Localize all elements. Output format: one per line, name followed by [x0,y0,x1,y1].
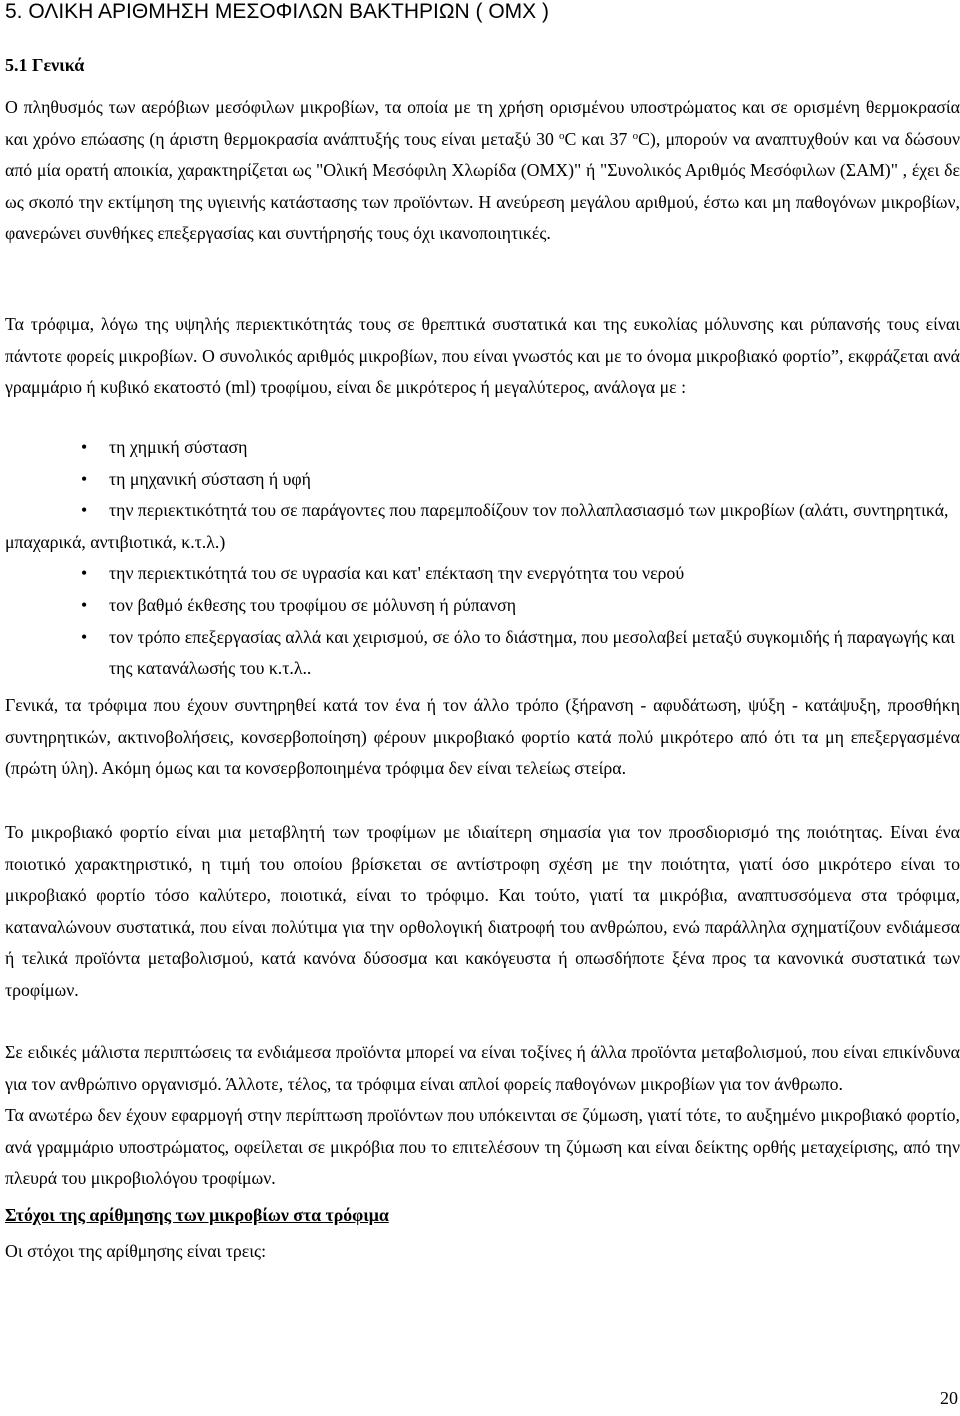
subsection-title: Στόχοι της αρίθμησης των μικροβίων στα τρόφιμα [5,1205,389,1225]
paragraph-microbial-load: Τα τρόφιμα, λόγω της υψηλής περιεκτικότητάς τους σε θρεπτικά συστατικά και της ευκολίας μόλυνσης και ρύπανσής τους είναι πάντοτε φορείς μικροβίων. Ο συνολικός αριθμός μικροβίων, που είναι γνωστός και με το όνομα μικροβιακό φορτίο”, εκφράζεται ανά γραμμάριο ή κυβικό εκατοστό (ml) τροφίμου, είναι δε μικρότερος ή μεγαλύτερος, ανάλογα με : [5,314,960,398]
list-item: • τη χημική σύσταση [5,432,960,464]
section-heading: 5.1 Γενικά [5,55,85,75]
list-item: • την περιεκτικότητά του σε παράγοντες που παρεμποδίζουν τον πολλαπλασιασμό των μικροβίων (αλάτι, συντηρητικά, μπαχαρικά, αντιβιοτικά, κ.τ.λ.) [5,495,960,558]
bullet-icon: • [81,468,88,489]
paragraph-quality: Το μικροβιακό φορτίο είναι μια μεταβλητή των τροφίμων με ιδιαίτερη σημασία για τον προσδιορισμό της ποιότητας. Είναι ένα ποιοτικό χαρακτηριστικό, η τιμή του οποίου βρίσκεται σε αντίστροφη σχέση με την ποιότητα, γιατί όσο μικρότερο είναι το μικροβιακό φορτίο τόσο καλύτερο, ποιοτικά, είναι το τρόφιμο. Και τούτο, γιατί τα μικρόβια, αναπτυσσόμενα στα τρόφιμα, καταναλώνουν συστατικά, που είναι πολύτιμα για την ορθολογική διατροφή του ανθρώπου, ενώ παράλληλα σχηματίζουν ενδιάμεσα ή τελικά προϊόντα μεταβολισμού, κατά κανόνα δύσοσμα και κακόγευστα ή οπωσδήποτε ξένα προς τα κανονικά συστατικά των τροφίμων. [5,822,960,1000]
paragraph-preserved-foods: Γενικά, τα τρόφιμα που έχουν συντηρηθεί κατά τον ένα ή τον άλλο τρόπο (ξήρανση - αφυδάτωση, ψύξη - κατάψυξη, προσθήκη συντηρητικών, ακτινοβολήσεις, κονσερβοποίηση) φέρουν μικροβιακό φορτίο κατά πολύ μικρότερο από ότι τα μη επεξεργασμένα (πρώτη ύλη). Ακόμη όμως και τα κονσερβοποιημένα τρόφιμα δεν είναι τελείως στείρα. [5,695,960,779]
list-item: • την περιεκτικότητά του σε υγρασία και κατ' επέκταση την ενεργότητα του νερού [5,558,960,590]
subsection-intro: Οι στόχοι της αρίθμησης είναι τρεις: [5,1241,267,1261]
bullet-icon: • [81,563,88,584]
list-item: • τον τρόπο επεξεργασίας αλλά και χειρισμού, σε όλο το διάστημα, που μεσολαβεί μεταξύ συγκομιδής ή παραγωγής και της κατανάλωσής του κ.τ.λ.. [5,622,960,685]
superscript-degree: o [559,129,565,142]
bullet-icon: • [81,594,88,615]
bullet-icon: • [81,626,88,647]
paragraph-intro: Ο πληθυσμός των αερόβιων μεσόφιλων μικροβίων, τα οποία με τη χρήση ορισμένου υποστρώματος και σε ορισμένη θερμοκρασία και χρόνο επώασης (η άριστη θερμοκρασία ανάπτυξής τους είναι μεταξύ 30 $^o$C και 37 $^o$C), μπορούν να αναπτυχθούν και να δώσουν από μία ορατή αποικία, χαρακτηρίζεται ως "Ολική Μεσόφιλη Χλωρίδα (ΟΜΧ)" ή "Συνολικός Αριθμός Μεσόφιλων (ΣΑΜ)" , έχει δε ως σκοπό την εκτίμηση της υγιεινής κατάστασης των προϊόντων. Η ανεύρεση μεγάλου αριθμού, έστω και μη παθογόνων μικροβίων, φανερώνει συνθήκες επεξεργασίας και συντήρησής τους όχι ικανοποιητικές. [5,97,960,244]
list-item: • τον βαθμό έκθεσης του τροφίμου σε μόλυνση ή ρύπανση [5,590,960,622]
bullet-icon: • [81,500,88,521]
chapter-heading: 5. ΟΛΙΚΗ ΑΡΙΘΜΗΣΗ ΜΕΣΟΦΙΛΩΝ ΒΑΚΤΗΡΙΩΝ ( ΟΜΧ ) [5,0,550,23]
superscript-degree: o [632,129,639,142]
list-item: • τη μηχανική σύσταση ή υφή [5,464,960,496]
bullet-icon: • [81,437,88,457]
paragraph-fermentation: Τα ανωτέρω δεν έχουν εφαρμογή στην περίπτωση προϊόντων που υπόκεινται σε ζύμωση, γιατί τότε, το αυξημένο μικροβιακό φορτίο, ανά γραμμάριο υποστρώματος, οφείλεται σε μικρόβια που το επιτελέσουν τη ζύμωση και είναι δείκτης ορθής μεταχείρισης, από την πλευρά του μικροβιολόγου τροφίμων. [5,1105,960,1189]
page-number: 20 [940,1388,958,1408]
paragraph-toxins: Σε ειδικές μάλιστα περιπτώσεις τα ενδιάμεσα προϊόντα μπορεί να είναι τοξίνες ή άλλα προϊόντα μεταβολισμού, που είναι επικίνδυνα για τον ανθρώπινο οργανισμό. Άλλοτε, τέλος, τα τρόφιμα είναι απλοί φορείς παθογόνων μικροβίων για τον άνθρωπο. [5,1042,960,1094]
factor-list [5,432,960,685]
